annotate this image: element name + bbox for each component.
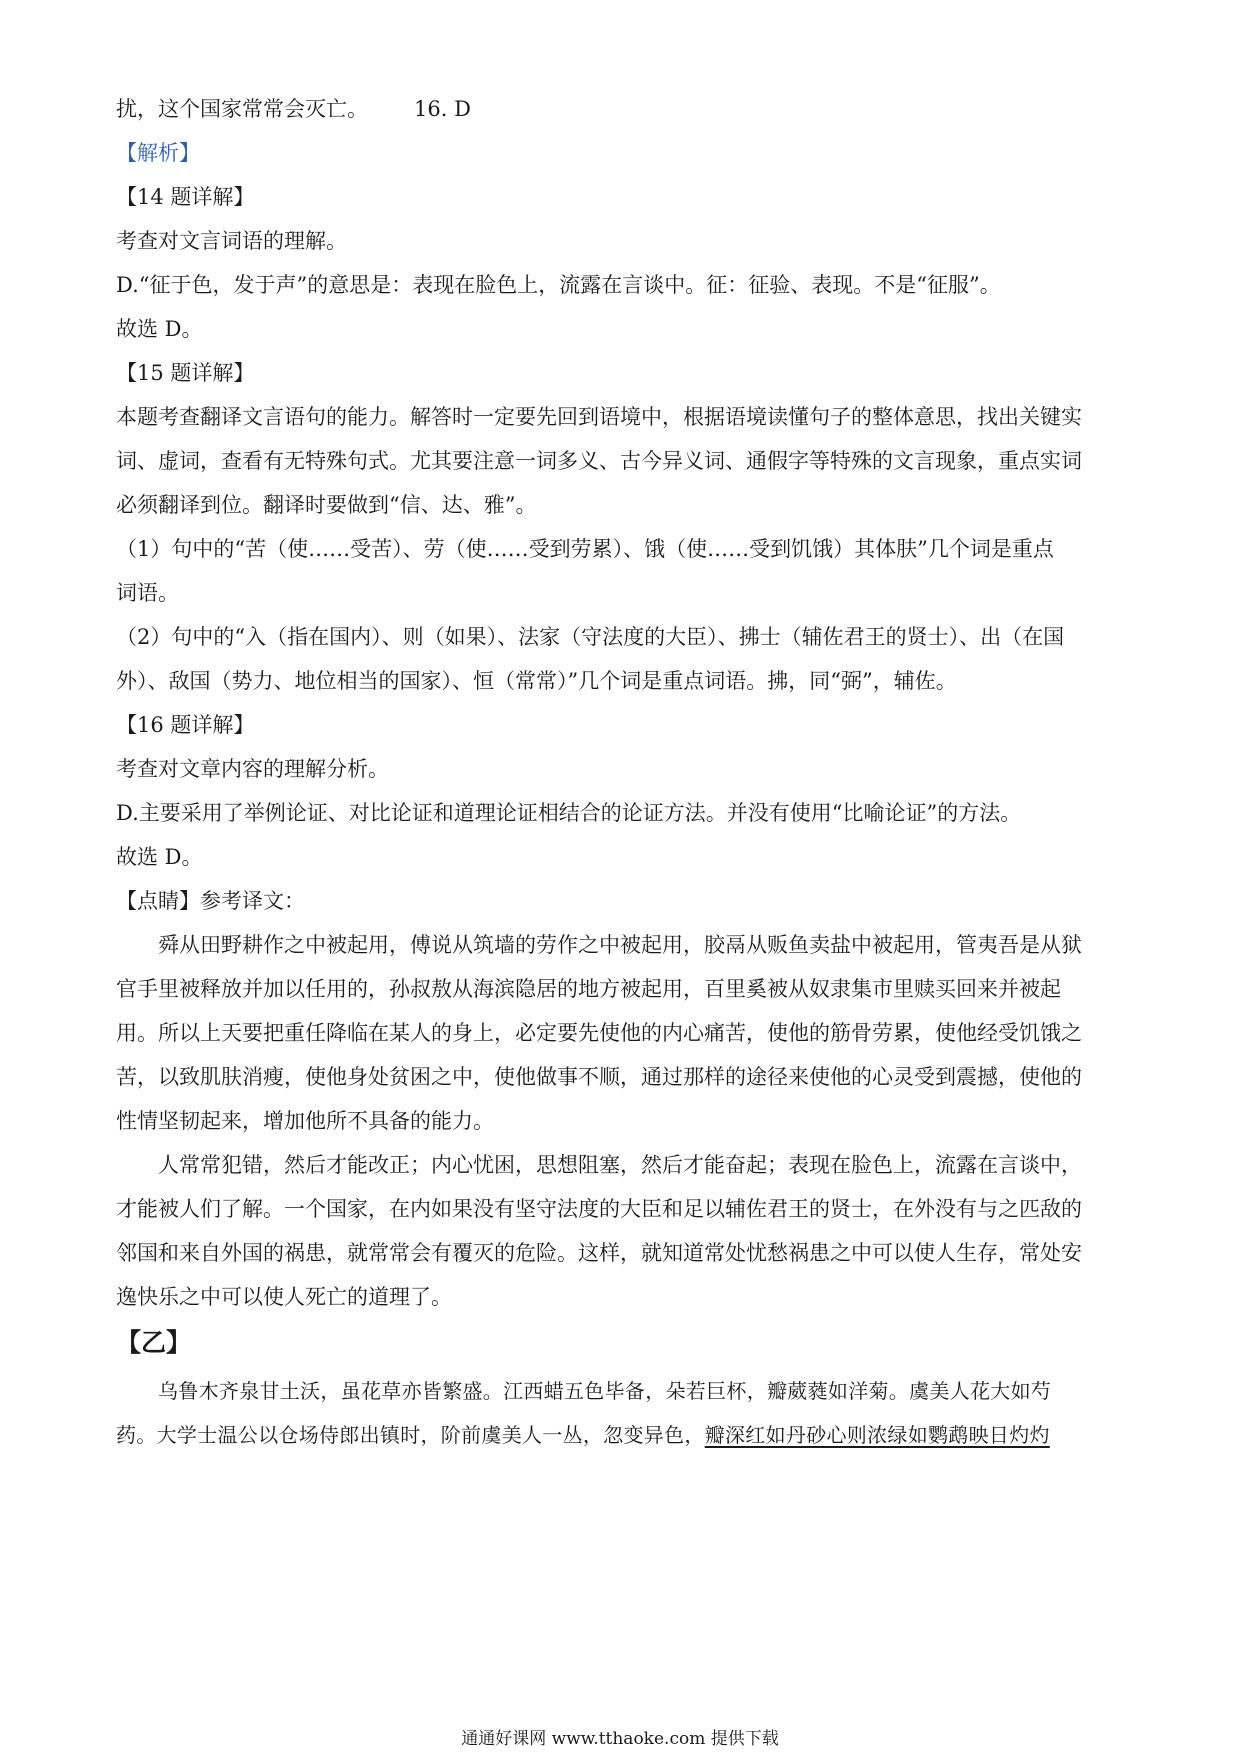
- yi-text-line-2: [116, 1420, 1126, 1450]
- footer-source: 通通好课网 www.tthaoke.com 提供下载: [461, 1729, 779, 1749]
- q15-line-4: （1）句中的“苦（使……受苦）、劳（使……受到劳累）、饿（使……受到饥饿）其体肤”几个词是重点: [116, 537, 1054, 561]
- q15-line-2: 词、虚词，查看有无特殊句式。尤其要注意一词多义、古今异义词、通假字等特殊的文言现象，重点实词: [116, 449, 1082, 473]
- translation-p1-line-2: 官手里被释放并加以任用的，孙叔敖从海滨隐居的地方被起用，百里奚被从奴隶集市里赎买回来并被起: [116, 977, 1061, 1001]
- translation-p1-line-4: 苦，以致肌肤消瘦，使他身处贫困之中，使他做事不顺，通过那样的途径来使他的心灵受到震撼，使他的: [116, 1065, 1082, 1089]
- q15-line-1: 本题考查翻译文言语句的能力。解答时一定要先回到语境中，根据语境读懂句子的整体意思，找出关键实: [116, 405, 1082, 429]
- section-yi-heading: 【乙】: [116, 1328, 192, 1357]
- translation-p2-line-3: 邻国和来自外国的祸患，就常常会有覆灭的危险。这样，就知道常处忧愁祸患之中可以使人生存，常处安: [116, 1241, 1082, 1265]
- translation-p1-line-3: 用。所以上天要把重任降临在某人的身上，必定要先使他的内心痛苦，使他的筋骨劳累，使他经受饥饿之: [116, 1021, 1082, 1045]
- translation-p2-line-2: 才能被人们了解。一个国家，在内如果没有坚守法度的大臣和足以辅佐君王的贤士，在外没有与之匹敌的: [116, 1197, 1082, 1221]
- q14-heading: 【14 题详解】: [116, 185, 255, 209]
- answer-16: 16. D: [414, 97, 471, 121]
- q15-line-5: 词语。: [116, 581, 179, 605]
- translation-p2-line-4: 逸快乐之中可以使人死亡的道理了。: [116, 1285, 452, 1309]
- translation-p1-line-5: 性情坚韧起来，增加他所不具备的能力。: [116, 1109, 494, 1133]
- analysis-label: 【解析】: [116, 141, 200, 165]
- yi-text-line-1: 乌鲁木齐泉甘土沃，虽花草亦皆繁盛。江西蜡五色毕备，朵若巨杯，瓣葳蕤如洋菊。虞美人花大如芍: [158, 1379, 1052, 1403]
- yi-text-plain: 药。大学士温公以仓场侍郎出镇时，阶前虞美人一丛，忽变异色，: [116, 1423, 705, 1447]
- q15-heading: 【15 题详解】: [116, 361, 255, 385]
- q15-line-7: 外）、敌国（势力、地位相当的国家）、恒（常常）”几个词是重点词语。拂，同“弼”，辅佐。: [116, 669, 957, 693]
- q16-line-1: 考查对文章内容的理解分析。: [116, 757, 389, 781]
- tip-heading: 【点睛】参考译文：: [116, 889, 305, 913]
- translation-p1-line-1: 舜从田野耕作之中被起用，傅说从筑墙的劳作之中被起用，胶鬲从贩鱼卖盐中被起用，管夷吾是从狱: [158, 933, 1082, 957]
- yi-text-underlined: 瓣深红如丹砂心则浓绿如鹦鹉映日灼灼: [704, 1423, 1050, 1447]
- q14-line-3: 故选 D。: [116, 317, 203, 341]
- continuation-text: 扰，这个国家常常会灭亡。: [116, 97, 368, 121]
- q16-line-3: 故选 D。: [116, 845, 203, 869]
- translation-p2-line-1: 人常常犯错，然后才能改正；内心忧困，思想阻塞，然后才能奋起；表现在脸色上，流露在言谈中，: [158, 1153, 1082, 1177]
- q15-line-3: 必须翻译到位。翻译时要做到“信、达、雅”。: [116, 493, 537, 517]
- q16-line-2: D.主要采用了举例论证、对比论证和道理论证相结合的论证方法。并没有使用“比喻论证”的方法。: [116, 801, 1022, 825]
- continuation-line: [116, 94, 1126, 124]
- q14-line-1: 考查对文言词语的理解。: [116, 229, 347, 253]
- q15-line-6: （2）句中的“入（指在国内）、则（如果）、法家（守法度的大臣）、拂士（辅佐君王的贤士）、出（在国: [116, 625, 1065, 649]
- q14-line-2: D.“征于色，发于声”的意思是：表现在脸色上，流露在言谈中。征：征验、表现。不是“征服”。: [116, 273, 1001, 297]
- q16-heading: 【16 题详解】: [116, 713, 255, 737]
